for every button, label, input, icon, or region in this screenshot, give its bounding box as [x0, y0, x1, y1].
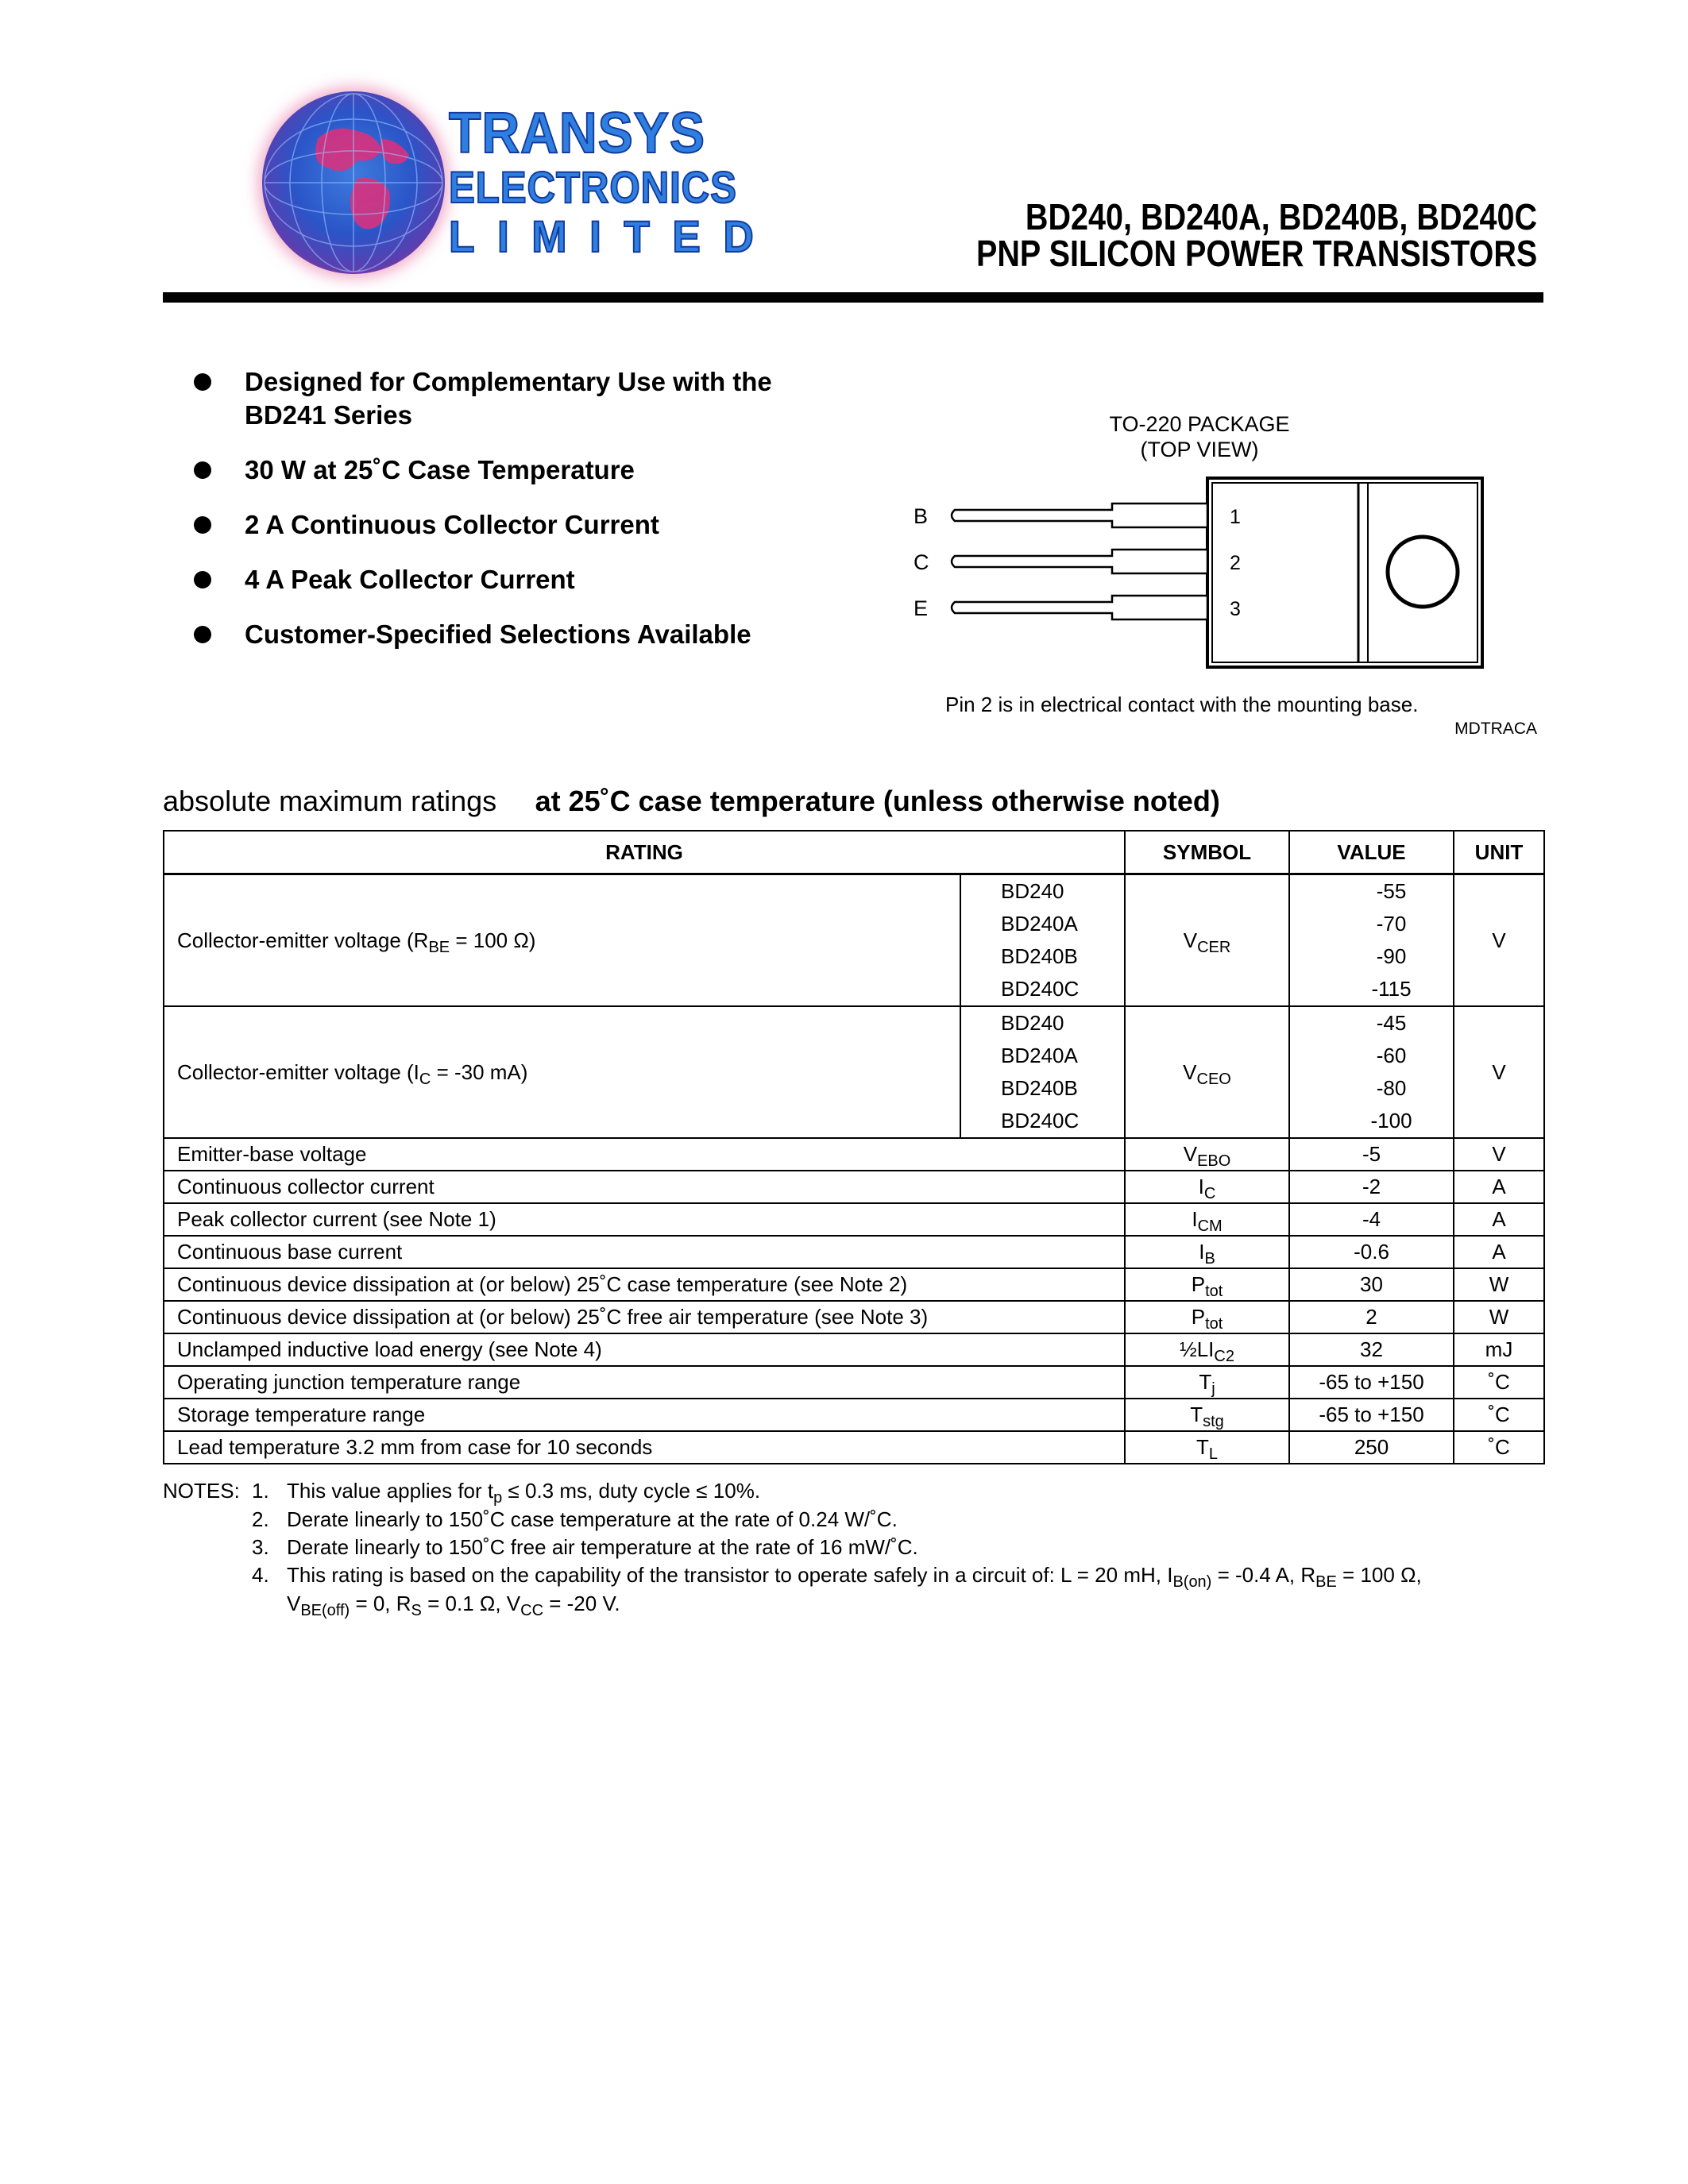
- pin-label: E: [914, 596, 929, 620]
- note-text: ≤ 0.3 ms, duty cycle ≤ 10%.: [502, 1479, 761, 1503]
- lead-b: [952, 504, 1207, 527]
- column-header: RATING: [164, 831, 1125, 874]
- feature-text: 30 W at 25˚C Case Temperature: [245, 455, 635, 484]
- note-number: 1.: [252, 1479, 269, 1503]
- pin-number: 3: [1230, 598, 1241, 620]
- rating-text-tail: = 100 Ω): [450, 928, 536, 952]
- symbol-subscript: CEO: [1196, 1070, 1231, 1088]
- notes-label: NOTES:: [163, 1479, 240, 1503]
- feature-item: [194, 453, 909, 487]
- company-logo: [262, 91, 777, 282]
- symbol-subscript: tot: [1205, 1315, 1223, 1333]
- table-row: [164, 1138, 1544, 1171]
- symbol-text: I: [1192, 1207, 1198, 1231]
- symbol-subscript: B: [1204, 1250, 1215, 1268]
- pin-number: 2: [1230, 552, 1241, 574]
- rating-cell: Peak collector current (see Note 1): [164, 1203, 1125, 1236]
- pin-number: 1: [1230, 506, 1241, 528]
- table-row: [164, 1399, 1544, 1431]
- symbol-cell: [1125, 1138, 1289, 1171]
- unit-cell: V: [1454, 1138, 1544, 1171]
- package-title: TO-220 PACKAGE: [1109, 412, 1290, 436]
- feature-text: 2 A Continuous Collector Current: [245, 510, 659, 539]
- unit-cell: A: [1454, 1236, 1544, 1268]
- device-name: BD240C: [1001, 977, 1080, 1001]
- rating-cell: Continuous collector current: [164, 1171, 1125, 1203]
- value-cell: -0.6: [1289, 1236, 1454, 1268]
- package-body: [1207, 478, 1482, 667]
- rating-text-tail: = -30 mA): [431, 1059, 528, 1084]
- symbol-text: T: [1190, 1403, 1203, 1426]
- symbol-text: I: [1198, 1175, 1204, 1198]
- device-name: BD240A: [1001, 1044, 1078, 1067]
- symbol-text: ½LI: [1180, 1337, 1215, 1361]
- unit-cell: V: [1454, 1006, 1544, 1138]
- value-text: -100: [1370, 1109, 1412, 1133]
- symbol-cell: [1125, 1006, 1289, 1138]
- device-name: BD240: [1001, 1011, 1064, 1035]
- rating-cell: Continuous device dissipation at (or below) 25˚C free air temperature (see Note 3): [164, 1301, 1125, 1333]
- note-text: = -0.4 A, R: [1211, 1563, 1316, 1587]
- feature-text: 4 A Peak Collector Current: [245, 565, 575, 594]
- bullet-icon: [194, 516, 211, 534]
- symbol-subscript: CM: [1197, 1217, 1223, 1235]
- mounting-hole-icon: [1388, 537, 1458, 607]
- rating-cell: Operating junction temperature range: [164, 1366, 1125, 1399]
- header-rule: [163, 292, 1543, 303]
- feature-list: [194, 365, 909, 673]
- ratings-heading-label: absolute maximum ratings: [163, 785, 497, 817]
- part-numbers-title: BD240, BD240A, BD240B, BD240C: [1025, 196, 1537, 237]
- symbol-text: V: [1183, 1142, 1198, 1166]
- symbol-cell: [1125, 1236, 1289, 1268]
- table-row: [164, 1366, 1544, 1399]
- rating-cell: Storage temperature range: [164, 1399, 1125, 1431]
- lead-c: [952, 550, 1207, 573]
- lead-e: [952, 596, 1207, 619]
- value-cell: -5: [1289, 1138, 1454, 1171]
- table-row: [164, 1301, 1544, 1333]
- rating-cell: Emitter-base voltage: [164, 1138, 1125, 1171]
- package-note: Pin 2 is in electrical contact with the mounting base.: [945, 693, 1419, 716]
- note-item: [252, 1479, 761, 1507]
- note-text: This rating is based on the capability of the transistor to operate safely in a circuit of: L = 20 mH, I: [287, 1563, 1173, 1587]
- value-text: -60: [1376, 1044, 1407, 1067]
- rating-cell: [164, 874, 960, 1007]
- symbol-text: T: [1196, 1435, 1209, 1459]
- unit-cell: W: [1454, 1268, 1544, 1301]
- unit-cell: mJ: [1454, 1333, 1544, 1366]
- package-drawing-code: MDTRACA: [1454, 720, 1537, 738]
- note-text: = 0, R: [350, 1592, 411, 1615]
- value-cell: 2: [1289, 1301, 1454, 1333]
- device-name: BD240B: [1001, 1076, 1078, 1100]
- symbol-cell: [1125, 1399, 1289, 1431]
- globe-icon: [262, 91, 445, 274]
- note-subscript: S: [411, 1602, 422, 1619]
- symbol-subscript: stg: [1203, 1413, 1224, 1430]
- symbol-subscript: L: [1208, 1445, 1219, 1463]
- absolute-max-ratings-table: [163, 830, 1545, 1464]
- table-row: [164, 1268, 1544, 1301]
- table-row: [164, 1006, 1544, 1138]
- symbol-cell: [1125, 1301, 1289, 1333]
- symbol-text: T: [1199, 1370, 1212, 1394]
- table-row: [164, 1236, 1544, 1268]
- value-cell: -65 to +150: [1289, 1366, 1454, 1399]
- note-text: Derate linearly to 150˚C case temperature at the rate of 0.24 W/˚C.: [287, 1507, 898, 1531]
- device-name: BD240C: [1001, 1109, 1080, 1133]
- value-cell: -65 to +150: [1289, 1399, 1454, 1431]
- note-continuation: [287, 1592, 620, 1619]
- to220-package-diagram: [914, 469, 1509, 683]
- symbol-subscript: C: [1203, 1185, 1216, 1202]
- feature-text: BD241 Series: [245, 400, 412, 430]
- table-row: [164, 1431, 1544, 1464]
- column-header: SYMBOL: [1125, 831, 1289, 874]
- note-subscript: B(on): [1172, 1573, 1212, 1591]
- note-number: 4.: [252, 1563, 269, 1587]
- feature-text: Designed for Complementary Use with the: [245, 367, 772, 396]
- value-cell: [1289, 1006, 1454, 1138]
- feature-item: [194, 618, 909, 651]
- device-name: BD240A: [1001, 912, 1078, 936]
- symbol-text: I: [1199, 1240, 1205, 1264]
- device-name: BD240: [1001, 879, 1064, 903]
- note-number: 3.: [252, 1535, 269, 1559]
- rating-subscript: BE: [428, 938, 450, 956]
- table-row: [164, 1203, 1544, 1236]
- note-text: Derate linearly to 150˚C free air temperature at the rate of 16 mW/˚C.: [287, 1535, 918, 1559]
- symbol-subscript: EBO: [1197, 1152, 1231, 1170]
- symbol-cell: [1125, 1171, 1289, 1203]
- company-name-line2: ELECTRONICS: [449, 162, 737, 212]
- note-text: = 100 Ω,: [1336, 1563, 1422, 1587]
- package-view: (TOP VIEW): [1140, 438, 1259, 461]
- device-cell: [960, 1006, 1125, 1138]
- symbol-cell: [1125, 1203, 1289, 1236]
- value-text: -80: [1376, 1076, 1407, 1100]
- value-cell: [1289, 874, 1454, 1007]
- value-text: -115: [1371, 977, 1412, 1001]
- symbol-subscript: j: [1211, 1380, 1215, 1398]
- value-text: -70: [1376, 912, 1407, 936]
- table-header-row: [164, 831, 1544, 874]
- rating-cell: Continuous base current: [164, 1236, 1125, 1268]
- column-header: UNIT: [1454, 831, 1544, 874]
- bullet-icon: [194, 461, 211, 479]
- value-cell: -4: [1289, 1203, 1454, 1236]
- rating-cell: Continuous device dissipation at (or below) 25˚C case temperature (see Note 2): [164, 1268, 1125, 1301]
- symbol-text: P: [1191, 1305, 1206, 1329]
- feature-item: [194, 365, 909, 432]
- unit-cell: ˚C: [1454, 1366, 1544, 1399]
- rating-text: Collector-emitter voltage (I: [177, 1059, 419, 1084]
- ratings-heading: [163, 785, 1220, 818]
- device-name: BD240B: [1001, 944, 1078, 968]
- note-text: V: [287, 1592, 301, 1615]
- note-text: = 0.1 Ω, V: [421, 1592, 521, 1615]
- note-subscript: CC: [520, 1602, 544, 1619]
- note-subscript: p: [493, 1489, 503, 1507]
- value-text: -90: [1376, 944, 1407, 968]
- device-description-title: PNP SILICON POWER TRANSISTORS: [975, 233, 1537, 274]
- package-inner-outline: [1212, 483, 1477, 662]
- symbol-cell: [1125, 1431, 1289, 1464]
- unit-cell: W: [1454, 1301, 1544, 1333]
- table-row: [164, 1171, 1544, 1203]
- bullet-icon: [194, 626, 211, 643]
- value-text: -55: [1376, 879, 1407, 903]
- symbol-cell: [1125, 1333, 1289, 1366]
- note-text: This value applies for t: [287, 1479, 494, 1503]
- ratings-heading-condition: at 25˚C case temperature (unless otherwise noted): [535, 785, 1220, 817]
- symbol-cell: [1125, 1268, 1289, 1301]
- note-subscript: BE: [1315, 1573, 1337, 1591]
- symbol-cell: [1125, 874, 1289, 1007]
- unit-cell: ˚C: [1454, 1431, 1544, 1464]
- value-text: -45: [1376, 1011, 1407, 1035]
- value-cell: 30: [1289, 1268, 1454, 1301]
- symbol-text: P: [1191, 1272, 1206, 1296]
- pin-label: C: [914, 550, 929, 574]
- unit-cell: ˚C: [1454, 1399, 1544, 1431]
- feature-text: Customer-Specified Selections Available: [245, 619, 751, 649]
- note-item: [252, 1535, 918, 1560]
- bullet-icon: [194, 373, 211, 391]
- symbol-text: V: [1183, 928, 1198, 952]
- table-row: [164, 874, 1544, 1007]
- note-item: [252, 1507, 898, 1532]
- value-cell: 250: [1289, 1431, 1454, 1464]
- company-name-line1: TRANSYS: [449, 102, 705, 165]
- pin-label: B: [914, 504, 929, 528]
- note-item: [252, 1563, 1422, 1591]
- value-cell: -2: [1289, 1171, 1454, 1203]
- symbol-text: V: [1183, 1059, 1197, 1084]
- symbol-subscript: CER: [1197, 938, 1231, 956]
- value-cell: 32: [1289, 1333, 1454, 1366]
- symbol-subscript: tot: [1205, 1283, 1223, 1300]
- bullet-icon: [194, 571, 211, 588]
- rating-cell: Lead temperature 3.2 mm from case for 10 seconds: [164, 1431, 1125, 1464]
- symbol-subscript: C2: [1214, 1348, 1234, 1365]
- column-header: VALUE: [1289, 831, 1454, 874]
- rating-cell: Unclamped inductive load energy (see Note 4): [164, 1333, 1125, 1366]
- note-text: = -20 V.: [543, 1592, 620, 1615]
- rating-cell: [164, 1006, 960, 1138]
- rating-text: Collector-emitter voltage (R: [177, 928, 429, 952]
- table-row: [164, 1333, 1544, 1366]
- rating-subscript: C: [419, 1070, 431, 1088]
- unit-cell: A: [1454, 1203, 1544, 1236]
- note-subscript: BE(off): [300, 1602, 350, 1619]
- feature-item: [194, 563, 909, 596]
- unit-cell: V: [1454, 874, 1544, 1007]
- device-cell: [960, 874, 1125, 1007]
- note-number: 2.: [252, 1507, 269, 1531]
- unit-cell: A: [1454, 1171, 1544, 1203]
- symbol-cell: [1125, 1366, 1289, 1399]
- company-name-line3: LIMITED: [449, 211, 777, 261]
- feature-item: [194, 508, 909, 542]
